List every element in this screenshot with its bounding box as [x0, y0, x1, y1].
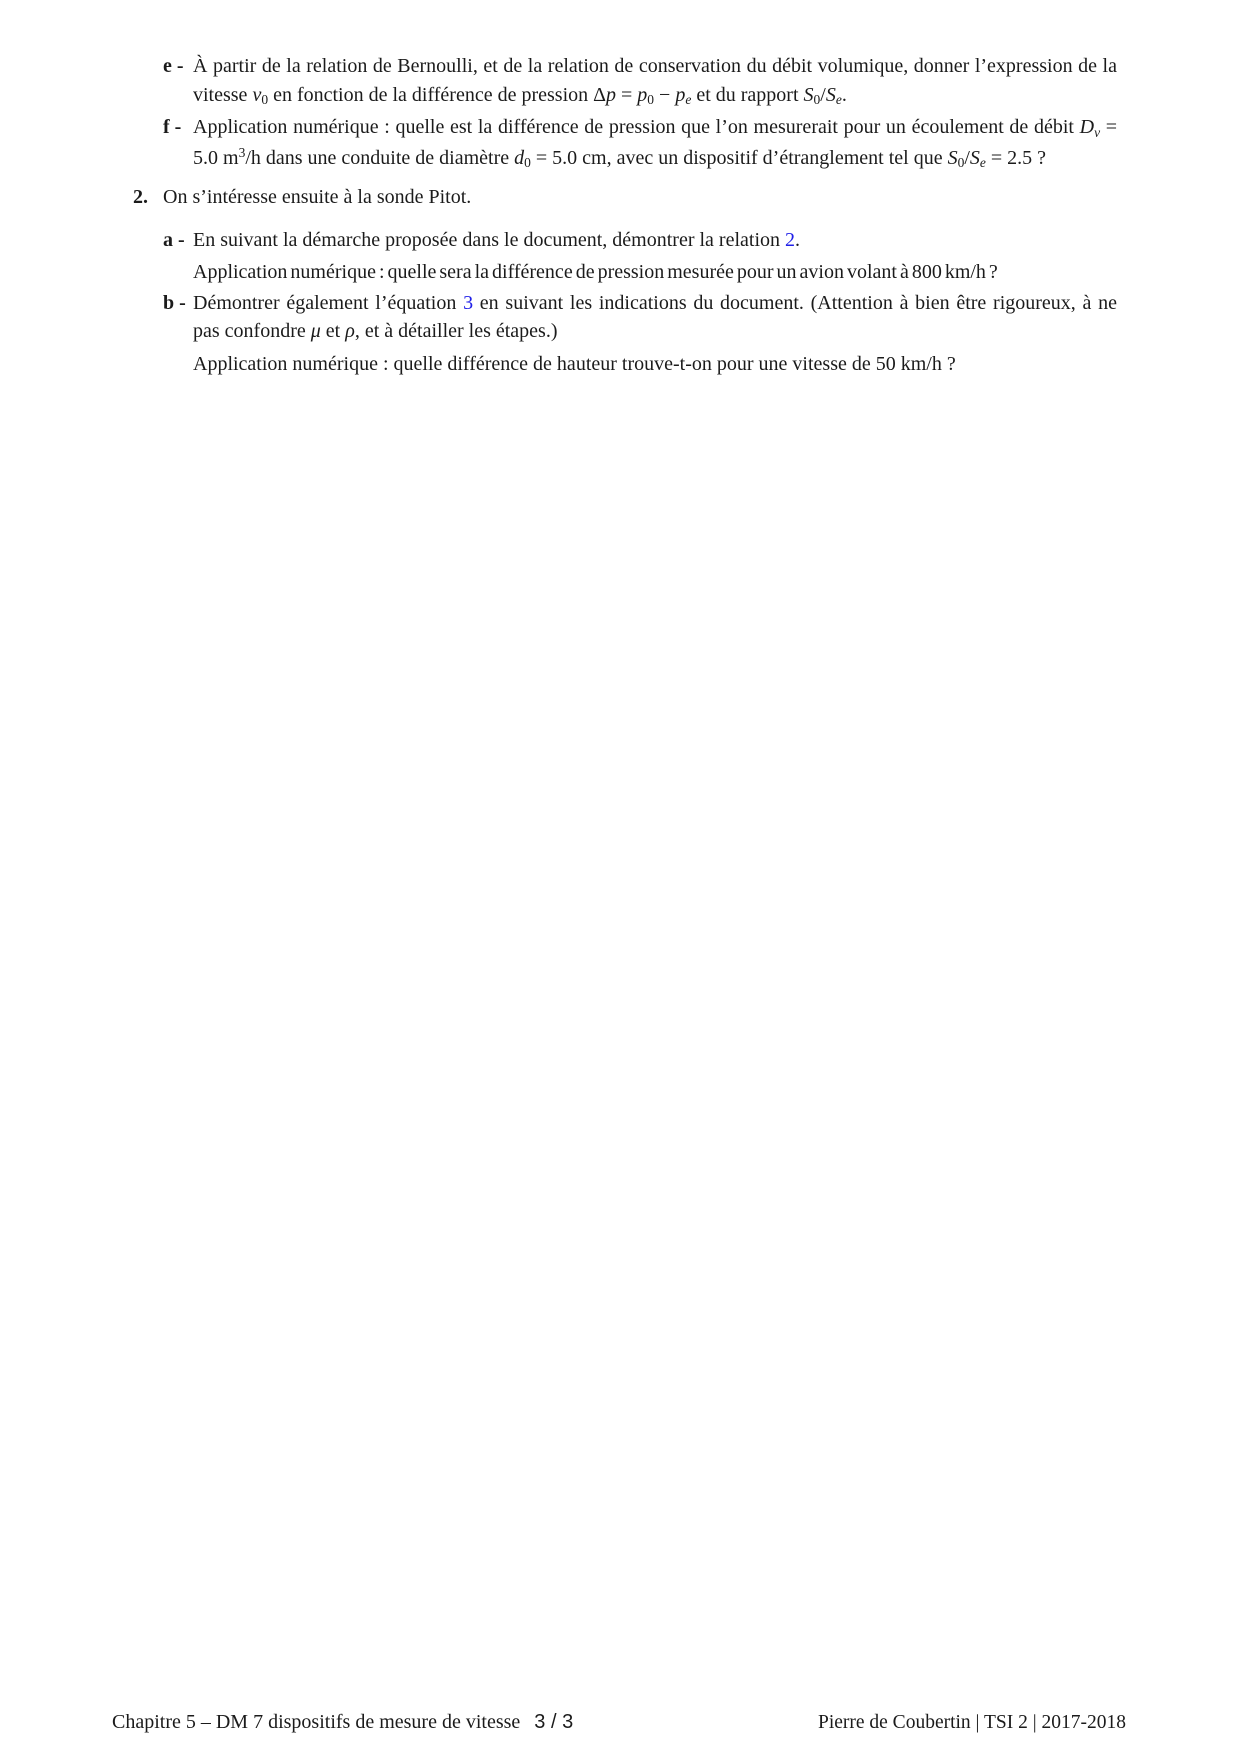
text-run: p — [637, 83, 648, 106]
item-a-text — [193, 226, 1117, 255]
text-run: S — [947, 146, 958, 169]
item-b-application-text — [193, 350, 1117, 379]
item-2-label: 2. — [133, 186, 148, 208]
text-run: v — [1094, 124, 1101, 140]
page-footer — [112, 1708, 1126, 1738]
text-run: = 5.0 m — [193, 116, 1117, 169]
text-run: 0 — [524, 155, 531, 170]
text-run: en suivant les indications du document. (Attention à bien être rigoureux, à ne pas confondre — [193, 291, 1117, 342]
item-b — [163, 289, 1117, 379]
item-a — [163, 226, 1117, 287]
text-run: 3 — [238, 144, 246, 160]
item-a-application-text — [193, 258, 1117, 287]
text-run: = 5.0 cm, avec un dispositif d’étranglement tel que — [530, 146, 948, 169]
item-f — [163, 113, 1117, 174]
text-run: = — [616, 83, 638, 106]
text-run: , et à détailler les étapes.) — [354, 320, 558, 342]
item-b-body — [193, 289, 1117, 379]
text-run: d — [514, 146, 525, 169]
text-run: S — [969, 146, 980, 169]
equation-ref-link[interactable]: 3 — [463, 291, 474, 314]
text-run: et — [320, 320, 346, 342]
text-run: μ — [310, 320, 321, 342]
text-run: v — [252, 83, 262, 106]
item-a-body — [193, 226, 1117, 287]
item-a-label: a - — [163, 228, 185, 251]
text-run: / — [820, 83, 826, 106]
text-run: − — [654, 83, 676, 106]
text-run: Démontrer également l’équation — [193, 291, 464, 314]
text-run: Application numérique : quelle sera la différence de pression mesurée pour un avion volant à 800 km/h ? — [193, 261, 998, 283]
item-f-text — [193, 113, 1117, 174]
item-f-label: f - — [163, 116, 182, 138]
text-run: . — [795, 228, 801, 251]
item-2-text — [163, 183, 1117, 212]
text-run: 0 — [647, 92, 655, 107]
question-1-subitems — [0, 52, 1240, 174]
item-2 — [133, 183, 1117, 212]
item-e-text — [193, 52, 1117, 111]
text-run: en fonction de la différence de pression Δ — [268, 83, 606, 106]
equation-ref-link[interactable]: 2 — [785, 228, 796, 251]
footer-chapter-title: Chapitre 5 – DM 7 dispositifs de mesure de vitesse — [112, 1711, 521, 1733]
text-run: e — [835, 92, 842, 107]
text-run: On s’intéresse ensuite à la sonde Pitot. — [163, 186, 472, 208]
text-run: et du rapport — [691, 83, 804, 106]
text-run: 0 — [813, 92, 821, 107]
text-run: p — [675, 83, 686, 106]
item-b-text — [193, 289, 1117, 346]
question-2-subitems — [0, 226, 1240, 379]
text-run: = 2.5 ? — [985, 146, 1047, 169]
text-run: e — [685, 92, 692, 107]
text-run: p — [606, 83, 616, 106]
text-run: À partir de la relation de Bernoulli, et de la relation de conservation du débit volumique, donner l’expression de la vitesse — [193, 55, 1117, 106]
text-run: / — [964, 146, 970, 169]
footer-chapter — [112, 1708, 573, 1737]
text-run: ρ — [345, 320, 355, 342]
text-run: En suivant la démarche proposée dans le document, démontrer la relation — [193, 228, 786, 251]
text-run: D — [1079, 116, 1095, 138]
text-run: S — [825, 83, 836, 106]
item-e-label: e - — [163, 55, 184, 77]
text-run: Application numérique : quelle différence de hauteur trouve-t-on pour une vitesse de 50 km/h ? — [193, 352, 956, 375]
item-b-label: b - — [163, 291, 186, 314]
item-e — [163, 52, 1117, 111]
text-run: . — [841, 83, 847, 106]
text-run: Application numérique : quelle est la différence de pression que l’on mesurerait pour un écoulement de débit — [193, 116, 1080, 138]
text-run: 0 — [957, 155, 965, 170]
text-run: 0 — [261, 92, 269, 107]
footer-credits: Pierre de Coubertin | TSI 2 | 2017-2018 — [817, 1712, 1126, 1733]
footer-page-number: 3 / 3 — [534, 1711, 574, 1733]
text-run: /h dans une conduite de diamètre — [245, 146, 515, 169]
exercise-content — [0, 52, 1240, 378]
text-run: e — [979, 155, 986, 170]
text-run: S — [803, 83, 814, 106]
